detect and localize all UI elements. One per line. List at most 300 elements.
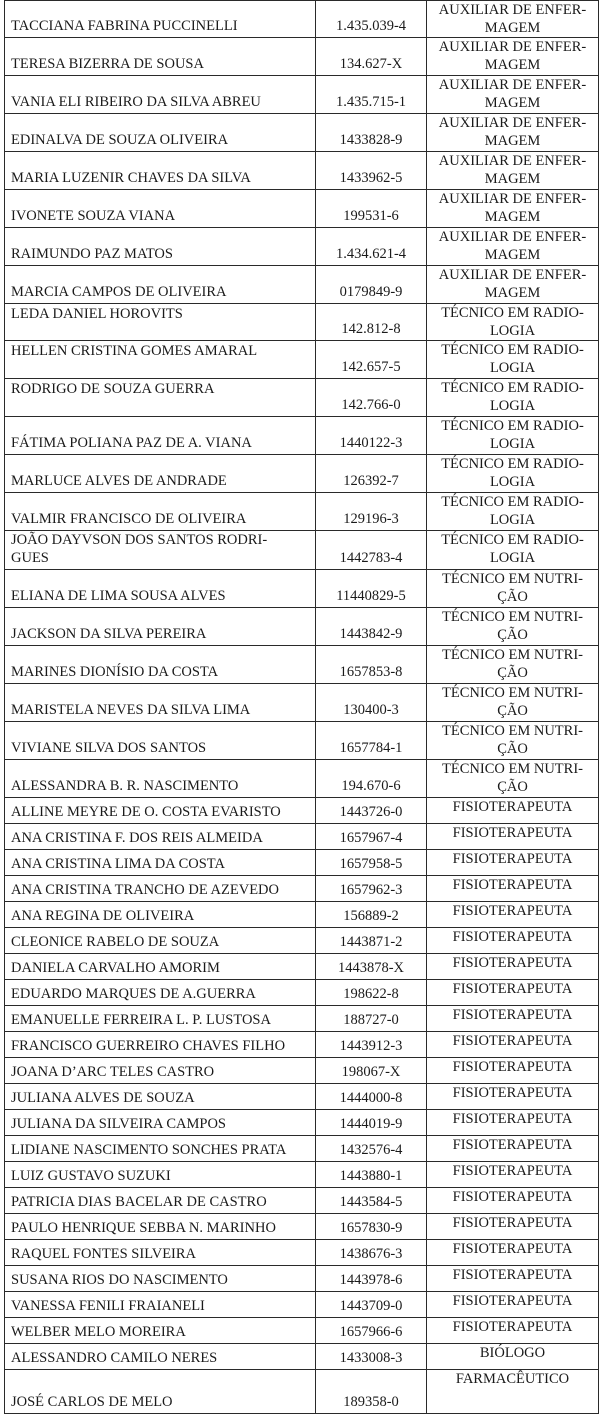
job-role: TÉCNICO EM RADIO- LOGIA (441, 494, 584, 528)
registration-number: 1440122-3 (339, 435, 403, 451)
registration-cell (316, 1006, 427, 1032)
name-cell (5, 38, 316, 76)
role-cell (427, 190, 599, 228)
job-role: BIÓLOGO (479, 1345, 546, 1361)
registration-cell (316, 1240, 427, 1266)
role-cell (427, 1110, 599, 1136)
role-cell (427, 1006, 599, 1032)
name-cell (5, 684, 316, 722)
staff-table-body (5, 1, 599, 1414)
employee-name: DANIELA CARVALHO AMORIM (11, 960, 220, 976)
name-cell (5, 304, 316, 341)
registration-cell (316, 1266, 427, 1292)
name-cell (5, 114, 316, 152)
registration-cell (316, 1136, 427, 1162)
name-cell (5, 876, 316, 902)
role-cell (427, 114, 599, 152)
employee-name: JULIANA ALVES DE SOUZA (11, 1090, 195, 1106)
name-cell (5, 76, 316, 114)
registration-number: 1438676-3 (339, 1246, 403, 1262)
employee-name: JOSÉ CARLOS DE MELO (11, 1394, 173, 1410)
job-role: TÉCNICO EM NUTRI- ÇÃO (442, 723, 583, 757)
job-role: TÉCNICO EM NUTRI- ÇÃO (442, 685, 583, 719)
job-role: FISIOTERAPEUTA (452, 1267, 573, 1283)
registration-number: 199531-6 (343, 208, 399, 224)
job-role: FISIOTERAPEUTA (452, 929, 573, 945)
registration-number: 1443978-6 (339, 1272, 403, 1288)
registration-cell (316, 954, 427, 980)
job-role: AUXILIAR DE ENFER- MAGEM (438, 153, 587, 187)
employee-name: JOÃO DAYVSON DOS SANTOS RODRI- GUES (11, 532, 268, 566)
employee-name: VALMIR FRANCISCO DE OLIVEIRA (11, 511, 247, 527)
job-role: FISIOTERAPEUTA (452, 1189, 573, 1205)
table-row (5, 824, 599, 850)
job-role: TÉCNICO EM NUTRI- ÇÃO (442, 609, 583, 643)
job-role: FISIOTERAPEUTA (452, 1007, 573, 1023)
registration-number: 188727-0 (343, 1012, 399, 1028)
registration-number: 1657784-1 (339, 740, 403, 756)
registration-cell (316, 1, 427, 38)
role-cell (427, 1344, 599, 1370)
employee-name: TACCIANA FABRINA PUCCINELLI (11, 18, 238, 34)
name-cell (5, 1084, 316, 1110)
name-cell (5, 902, 316, 928)
registration-cell (316, 798, 427, 824)
job-role: FISIOTERAPEUTA (452, 1059, 573, 1075)
table-row (5, 1136, 599, 1162)
employee-name: MARLUCE ALVES DE ANDRADE (11, 473, 227, 489)
registration-cell (316, 304, 427, 341)
table-row (5, 417, 599, 455)
registration-number: 1433008-3 (339, 1350, 403, 1366)
job-role: FARMACÊUTICO (455, 1371, 570, 1387)
registration-cell (316, 876, 427, 902)
name-cell (5, 824, 316, 850)
job-role: AUXILIAR DE ENFER- MAGEM (438, 191, 587, 225)
name-cell (5, 531, 316, 570)
employee-name: FÁTIMA POLIANA PAZ DE A. VIANA (11, 435, 252, 451)
employee-name: ANA REGINA DE OLIVEIRA (11, 908, 195, 924)
employee-name: TERESA BIZERRA DE SOUSA (11, 56, 204, 72)
role-cell (427, 1058, 599, 1084)
registration-number: 1.434.621-4 (335, 246, 407, 262)
role-cell (427, 824, 599, 850)
employee-name: VIVIANE SILVA DOS SANTOS (11, 740, 207, 756)
table-row (5, 1240, 599, 1266)
registration-cell (316, 341, 427, 379)
registration-number: 1.435.039-4 (335, 18, 407, 34)
employee-name: ANA CRISTINA LIMA DA COSTA (11, 856, 225, 872)
role-cell (427, 1370, 599, 1414)
job-role: FISIOTERAPEUTA (452, 1033, 573, 1049)
name-cell (5, 228, 316, 266)
job-role: AUXILIAR DE ENFER- MAGEM (438, 77, 587, 111)
table-row (5, 379, 599, 417)
table-row (5, 980, 599, 1006)
registration-cell (316, 190, 427, 228)
employee-name: HELLEN CRISTINA GOMES AMARAL (11, 343, 258, 359)
registration-cell (316, 1084, 427, 1110)
name-cell (5, 1240, 316, 1266)
name-cell (5, 1032, 316, 1058)
role-cell (427, 531, 599, 570)
role-cell (427, 722, 599, 760)
role-cell (427, 1292, 599, 1318)
registration-number: 0179849-9 (339, 284, 403, 300)
registration-cell (316, 608, 427, 646)
registration-number: 1657962-3 (339, 882, 403, 898)
employee-name: LIDIANE NASCIMENTO SONCHES PRATA (11, 1142, 287, 1158)
registration-cell (316, 531, 427, 570)
table-row (5, 1084, 599, 1110)
employee-name: PATRICIA DIAS BACELAR DE CASTRO (11, 1194, 267, 1210)
employee-name: PAULO HENRIQUE SEBBA N. MARINHO (11, 1220, 276, 1236)
employee-name: CLEONICE RABELO DE SOUZA (11, 934, 220, 950)
registration-cell (316, 1162, 427, 1188)
name-cell (5, 455, 316, 493)
registration-number: 189358-0 (343, 1394, 399, 1410)
job-role: TÉCNICO EM RADIO- LOGIA (441, 342, 584, 376)
employee-name: SUSANA RIOS DO NASCIMENTO (11, 1272, 228, 1288)
name-cell (5, 1266, 316, 1292)
job-role: AUXILIAR DE ENFER- MAGEM (438, 267, 587, 301)
registration-cell (316, 760, 427, 798)
name-cell (5, 152, 316, 190)
role-cell (427, 1084, 599, 1110)
registration-cell (316, 684, 427, 722)
role-cell (427, 1318, 599, 1344)
table-row (5, 1058, 599, 1084)
table-row (5, 1, 599, 38)
table-row (5, 760, 599, 798)
registration-number: 1433962-5 (339, 170, 403, 186)
employee-name: VANIA ELI RIBEIRO DA SILVA ABREU (11, 94, 261, 110)
role-cell (427, 76, 599, 114)
job-role: TÉCNICO EM RADIO- LOGIA (441, 418, 584, 452)
employee-name: ALLINE MEYRE DE O. COSTA EVARISTO (11, 804, 281, 820)
name-cell (5, 1292, 316, 1318)
registration-cell (316, 1214, 427, 1240)
registration-cell (316, 379, 427, 417)
table-row (5, 304, 599, 341)
registration-cell (316, 114, 427, 152)
registration-cell (316, 570, 427, 608)
employee-name: MARIA LUZENIR CHAVES DA SILVA (11, 170, 251, 186)
table-row (5, 684, 599, 722)
role-cell (427, 1188, 599, 1214)
role-cell (427, 1136, 599, 1162)
job-role: AUXILIAR DE ENFER- MAGEM (438, 39, 587, 73)
job-role: FISIOTERAPEUTA (452, 851, 573, 867)
table-row (5, 876, 599, 902)
job-role: FISIOTERAPEUTA (452, 877, 573, 893)
registration-cell (316, 493, 427, 531)
role-cell (427, 38, 599, 76)
table-row (5, 38, 599, 76)
role-cell (427, 570, 599, 608)
job-role: FISIOTERAPEUTA (452, 1111, 573, 1127)
registration-number: 1657830-9 (339, 1220, 403, 1236)
employee-name: IVONETE SOUZA VIANA (11, 208, 176, 224)
role-cell (427, 850, 599, 876)
name-cell (5, 190, 316, 228)
name-cell (5, 570, 316, 608)
role-cell (427, 379, 599, 417)
table-row (5, 1318, 599, 1344)
registration-number: 1442783-4 (339, 550, 403, 566)
role-cell (427, 1266, 599, 1292)
job-role: FISIOTERAPEUTA (452, 1241, 573, 1257)
registration-number: 1432576-4 (339, 1142, 403, 1158)
name-cell (5, 341, 316, 379)
registration-number: 1443709-0 (339, 1298, 403, 1314)
table-row (5, 228, 599, 266)
name-cell (5, 1006, 316, 1032)
role-cell (427, 1032, 599, 1058)
employee-name: ALESSANDRO CAMILO NERES (11, 1350, 218, 1366)
job-role: FISIOTERAPEUTA (452, 955, 573, 971)
registration-cell (316, 1318, 427, 1344)
name-cell (5, 1318, 316, 1344)
registration-cell (316, 1370, 427, 1414)
table-row (5, 266, 599, 304)
role-cell (427, 684, 599, 722)
registration-cell (316, 455, 427, 493)
job-role: TÉCNICO EM RADIO- LOGIA (441, 456, 584, 490)
name-cell (5, 1162, 316, 1188)
table-row (5, 1006, 599, 1032)
employee-name: MARCIA CAMPOS DE OLIVEIRA (11, 284, 227, 300)
role-cell (427, 928, 599, 954)
role-cell (427, 304, 599, 341)
role-cell (427, 954, 599, 980)
role-cell (427, 646, 599, 684)
registration-cell (316, 980, 427, 1006)
employee-name: WELBER MELO MOREIRA (11, 1324, 186, 1340)
registration-cell (316, 152, 427, 190)
registration-number: 1433828-9 (339, 132, 403, 148)
staff-table (4, 0, 599, 1414)
employee-name: JOANA D’ARC TELES CASTRO (11, 1064, 215, 1080)
table-row (5, 902, 599, 928)
role-cell (427, 1240, 599, 1266)
registration-number: 1443878-X (337, 960, 405, 976)
table-row (5, 341, 599, 379)
registration-cell (316, 1058, 427, 1084)
name-cell (5, 1370, 316, 1414)
name-cell (5, 608, 316, 646)
registration-number: 11440829-5 (336, 588, 406, 604)
employee-name: MARINES DIONÍSIO DA COSTA (11, 664, 219, 680)
registration-number: 142.766-0 (341, 397, 401, 413)
employee-name: EDINALVA DE SOUZA OLIVEIRA (11, 132, 229, 148)
table-row (5, 1032, 599, 1058)
registration-cell (316, 902, 427, 928)
registration-cell (316, 266, 427, 304)
role-cell (427, 1162, 599, 1188)
employee-name: JULIANA DA SILVEIRA CAMPOS (11, 1116, 226, 1132)
table-row (5, 722, 599, 760)
job-role: AUXILIAR DE ENFER- MAGEM (438, 229, 587, 263)
table-row (5, 608, 599, 646)
job-role: FISIOTERAPEUTA (452, 1163, 573, 1179)
registration-number: 1444000-8 (339, 1090, 403, 1106)
employee-name: JACKSON DA SILVA PEREIRA (11, 626, 207, 642)
employee-name: ELIANA DE LIMA SOUSA ALVES (11, 588, 226, 604)
registration-number: 198622-8 (343, 986, 399, 1002)
employee-name: LEDA DANIEL HOROVITS (11, 306, 183, 322)
name-cell (5, 1136, 316, 1162)
table-row (5, 152, 599, 190)
name-cell (5, 760, 316, 798)
name-cell (5, 1058, 316, 1084)
registration-number: 142.657-5 (341, 359, 401, 375)
registration-cell (316, 1110, 427, 1136)
registration-number: 1657966-6 (339, 1324, 403, 1340)
employee-name: EMANUELLE FERREIRA L. P. LUSTOSA (11, 1012, 271, 1028)
registration-number: 1443726-0 (339, 804, 403, 820)
table-row (5, 1162, 599, 1188)
employee-name: LUIZ GUSTAVO SUZUKI (11, 1168, 171, 1184)
role-cell (427, 876, 599, 902)
table-row (5, 928, 599, 954)
job-role: FISIOTERAPEUTA (452, 799, 573, 815)
table-row (5, 1110, 599, 1136)
name-cell (5, 1, 316, 38)
role-cell (427, 1, 599, 38)
registration-number: 194.670-6 (341, 778, 401, 794)
registration-number: 134.627-X (339, 56, 403, 72)
job-role: FISIOTERAPEUTA (452, 981, 573, 997)
registration-number: 129196-3 (343, 511, 399, 527)
role-cell (427, 228, 599, 266)
table-row (5, 1344, 599, 1370)
employee-name: EDUARDO MARQUES DE A.GUERRA (11, 986, 256, 1002)
table-row (5, 531, 599, 570)
name-cell (5, 379, 316, 417)
job-role: FISIOTERAPEUTA (452, 1085, 573, 1101)
name-cell (5, 266, 316, 304)
registration-cell (316, 824, 427, 850)
job-role: AUXILIAR DE ENFER- MAGEM (438, 115, 587, 149)
employee-name: VANESSA FENILI FRAIANELI (11, 1298, 205, 1314)
employee-name: RAQUEL FONTES SILVEIRA (11, 1246, 197, 1262)
registration-number: 1657967-4 (339, 830, 403, 846)
registration-cell (316, 417, 427, 455)
registration-number: 1443584-5 (339, 1194, 403, 1210)
table-row (5, 954, 599, 980)
job-role: FISIOTERAPEUTA (452, 903, 573, 919)
job-role: TÉCNICO EM RADIO- LOGIA (441, 305, 584, 339)
name-cell (5, 417, 316, 455)
registration-number: 1.435.715-1 (335, 94, 407, 110)
employee-name: ANA CRISTINA TRANCHO DE AZEVEDO (11, 882, 279, 898)
name-cell (5, 493, 316, 531)
table-row (5, 570, 599, 608)
registration-cell (316, 722, 427, 760)
name-cell (5, 850, 316, 876)
registration-number: 1443912-3 (339, 1038, 403, 1054)
table-row (5, 455, 599, 493)
table-row (5, 190, 599, 228)
registration-number: 1444019-9 (339, 1116, 403, 1132)
registration-number: 156889-2 (343, 908, 399, 924)
role-cell (427, 902, 599, 928)
role-cell (427, 152, 599, 190)
name-cell (5, 1344, 316, 1370)
name-cell (5, 1214, 316, 1240)
table-row (5, 1266, 599, 1292)
table-row (5, 493, 599, 531)
job-role: TÉCNICO EM NUTRI- ÇÃO (442, 761, 583, 795)
table-row (5, 798, 599, 824)
job-role: FISIOTERAPEUTA (452, 1319, 573, 1335)
registration-cell (316, 928, 427, 954)
table-row (5, 850, 599, 876)
registration-number: 142.812-8 (341, 321, 401, 337)
role-cell (427, 266, 599, 304)
table-row (5, 1214, 599, 1240)
role-cell (427, 608, 599, 646)
registration-number: 126392-7 (343, 473, 399, 489)
name-cell (5, 1110, 316, 1136)
role-cell (427, 760, 599, 798)
registration-cell (316, 76, 427, 114)
table-row (5, 1370, 599, 1414)
name-cell (5, 646, 316, 684)
registration-cell (316, 1292, 427, 1318)
role-cell (427, 798, 599, 824)
registration-number: 130400-3 (343, 702, 399, 718)
registration-number: 1443880-1 (339, 1168, 403, 1184)
job-role: FISIOTERAPEUTA (452, 1215, 573, 1231)
employee-name: RAIMUNDO PAZ MATOS (11, 246, 173, 262)
employee-name: ALESSANDRA B. R. NASCIMENTO (11, 778, 239, 794)
registration-number: 1657853-8 (339, 664, 403, 680)
role-cell (427, 980, 599, 1006)
job-role: TÉCNICO EM RADIO- LOGIA (441, 532, 584, 566)
registration-number: 1443842-9 (339, 626, 403, 642)
name-cell (5, 798, 316, 824)
table-row (5, 1292, 599, 1318)
registration-number: 1657958-5 (339, 856, 403, 872)
job-role: TÉCNICO EM RADIO- LOGIA (441, 380, 584, 414)
registration-cell (316, 1188, 427, 1214)
role-cell (427, 1214, 599, 1240)
name-cell (5, 722, 316, 760)
name-cell (5, 1188, 316, 1214)
registration-number: 198067-X (341, 1064, 401, 1080)
registration-cell (316, 228, 427, 266)
registration-cell (316, 646, 427, 684)
registration-number: 1443871-2 (339, 934, 403, 950)
employee-name: RODRIGO DE SOUZA GUERRA (11, 381, 215, 397)
table-row (5, 1188, 599, 1214)
employee-name: ANA CRISTINA F. DOS REIS ALMEIDA (11, 830, 263, 846)
registration-cell (316, 38, 427, 76)
job-role: FISIOTERAPEUTA (452, 1293, 573, 1309)
role-cell (427, 341, 599, 379)
job-role: AUXILIAR DE ENFER- MAGEM (438, 2, 587, 36)
role-cell (427, 417, 599, 455)
registration-cell (316, 1344, 427, 1370)
job-role: TÉCNICO EM NUTRI- ÇÃO (442, 647, 583, 681)
role-cell (427, 493, 599, 531)
job-role: FISIOTERAPEUTA (452, 825, 573, 841)
table-row (5, 646, 599, 684)
employee-name: FRANCISCO GUERREIRO CHAVES FILHO (11, 1038, 286, 1054)
name-cell (5, 980, 316, 1006)
